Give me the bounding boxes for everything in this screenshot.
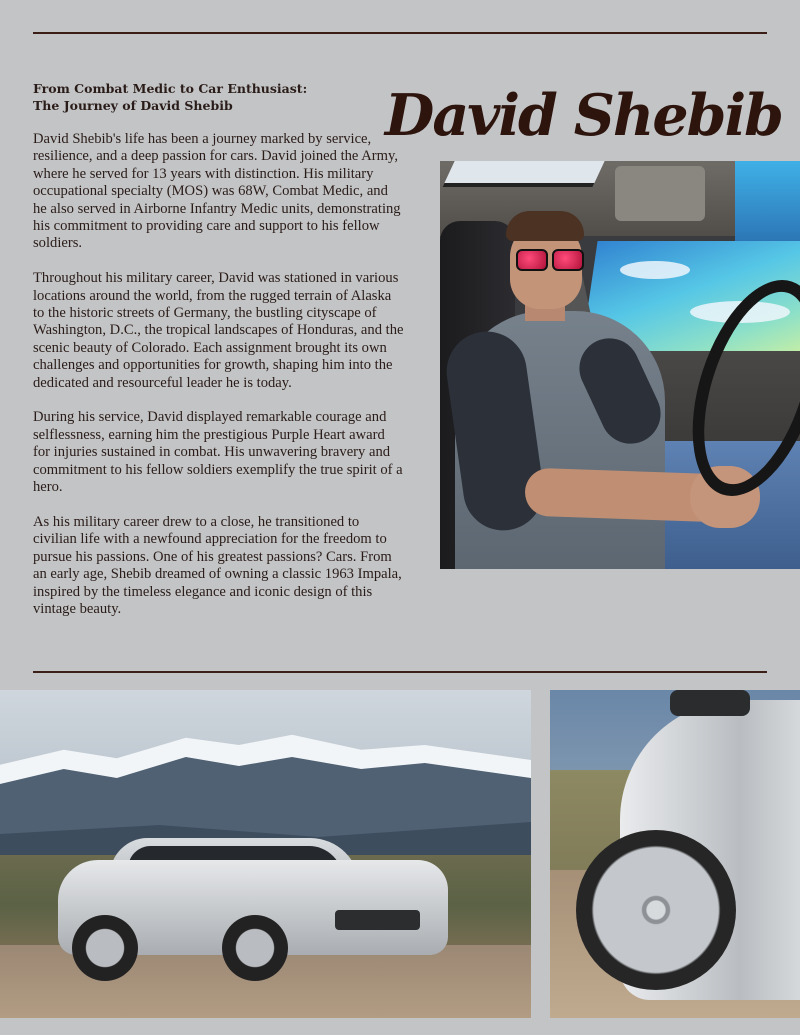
paragraph-courage: During his service, David displayed remarkable courage and selflessness, earning him the prestigious Purple Heart award for injuries sustained in combat. His unwavering bravery and commitment to his fellow soldiers exemplify the true spirit of a hero. — [33, 409, 403, 496]
paragraph-career: Throughout his military career, David was stationed in various locations around the world, from the rugged terrain of Alaska to the historic streets of Germany, the bustling cityscape of Washington, D.C., the tropical landscapes of Honduras, and the scenic beauty of Colorado. Each assignment brought its own challenges and opportunities for growth, shaping him into the dedicated and resourceful leader he is today. — [33, 270, 404, 391]
top-divider — [33, 32, 767, 34]
paragraph-civilian: As his military career drew to a close, he transitioned to civilian life with a newfound appreciation for the freedom to pursue his passions. One of his greatest passions? Cars. From an early age, Shebib dreamed of owning a classic 1963 Impala, inspired by the timeless elegance and iconic design of this vintage beauty. — [33, 513, 402, 617]
car-mountain-photo — [0, 690, 531, 1018]
page-title: David Shebib — [384, 82, 782, 149]
headline-line-2: The Journey of David Shebib — [33, 98, 233, 113]
headline-line-1: From Combat Medic to Car Enthusiast: — [33, 81, 308, 96]
article-headline — [33, 80, 405, 114]
paragraph-service: David Shebib's life has been a journey marked by service, resilience, and a deep passion for cars. David joined the Army, where he served for 13 years with distinction. His military occupational specialty (MOS) was 68W, Combat Medic, and he also served in Airborne Infantry Medic units, demonstrating his commitment to providing care and support to his fellow soldiers. — [33, 131, 401, 252]
article — [33, 80, 405, 636]
portrait-photo — [440, 161, 800, 569]
car-closeup-photo — [550, 690, 800, 1018]
bottom-divider — [33, 671, 767, 673]
